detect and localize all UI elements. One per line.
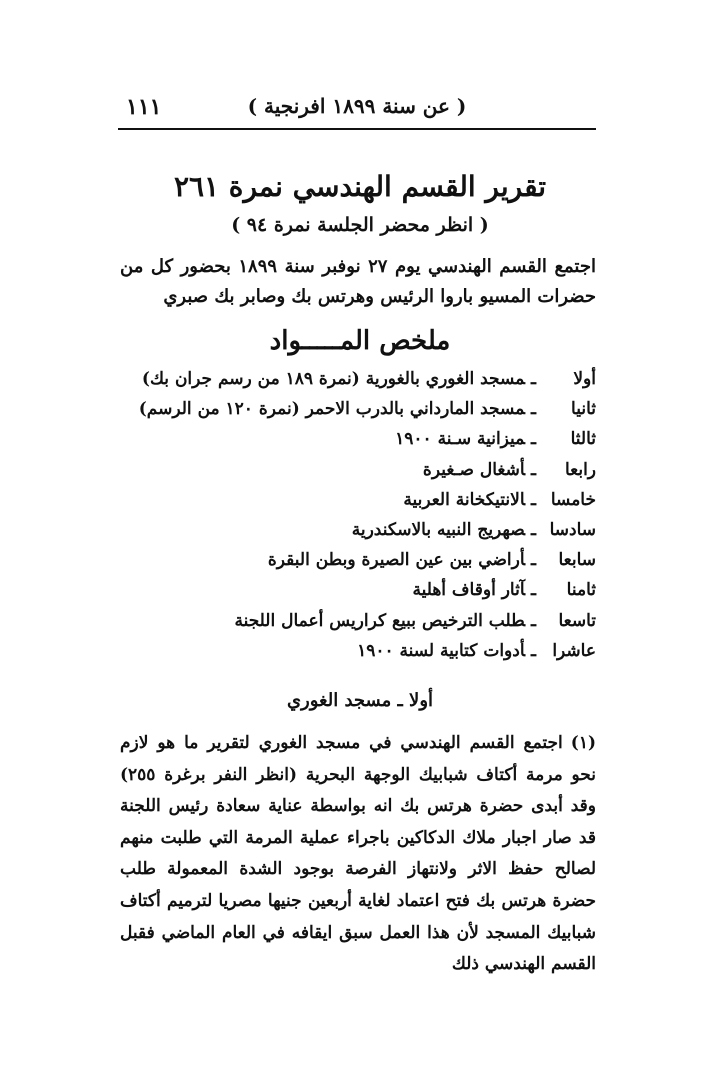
paragraph-number: (١)	[570, 733, 596, 753]
item-text: ميزانية سـنة ١٩٠٠	[395, 429, 526, 450]
item-text: طلب الترخيص ببيع كراريس أعمال اللجنة	[234, 610, 526, 631]
item-text: صهريج النبيه بالاسكندرية	[351, 519, 526, 540]
item-ordinal: تاسعا	[558, 610, 596, 631]
header-title: ( عن سنة ١٨٩٩ افرنجية )	[247, 94, 467, 118]
summary-item: سادساـصهريج النبيه بالاسكندرية	[116, 515, 596, 545]
section-heading: أولا ـ مسجد الغوري	[286, 690, 434, 711]
summary-item: ثامناـآثار أوقاف أهلية	[116, 575, 596, 605]
summary-item: تاسعاـطلب الترخيص ببيع كراريس أعمال اللجنة	[116, 606, 596, 636]
item-text: آثار أوقاف أهلية	[412, 580, 526, 601]
summary-list	[116, 364, 596, 666]
item-text: أشغال صـغيرة	[422, 459, 526, 480]
item-text: أراضي بين عين الصيرة وبطن البقرة	[267, 550, 526, 571]
item-ordinal: ثانيا	[571, 399, 596, 420]
summary-item: ثانياـمسجد المارداني بالدرب الاحمر (نمرة ١٢٠ من الرسم)	[116, 394, 596, 424]
paragraph-text: اجتمع القسم الهندسي في مسجد الغوري لتقرير ما هو لازم نحو مرمة أكتاف شبابيك الوجهة البحرية (انظر النفر برغرة ٢٥٥) وقد أبدى حضرة هرتس بك انه بواسطة عناية سعادة رئيس اللجنة قد صار اجبار ملاك الدكاكين باجراء عملية المرمة التي طلبت منهم لصالح حفظ الاثر ولانتهاز الفرصة بوجود الشدة المعمولة طلب حضرة هرتس بك فتح اعتماد لغاية أربعين جنيها مصريا لترميم أكتاف شبابيك المسجد لأن هذا العمل سبق ايقافه في العام الماضي فقبل القسم الهندسي ذلك	[120, 733, 596, 975]
item-ordinal: عاشرا	[552, 640, 596, 661]
intro-paragraph: اجتمع القسم الهندسي يوم ٢٧ نوفبر سنة ١٨٩٩ بحضور كل من حضرات المسيو باروا الرئيس وهرتس بك وصابر بك صبري	[120, 256, 596, 307]
summary-item: أولاـمسجد الغوري بالغورية (نمرة ١٨٩ من رسم جران بك)	[116, 364, 596, 394]
report-title: تقرير القسم الهندسي نمرة ٢٦١	[173, 170, 547, 203]
item-ordinal: أولا	[573, 369, 596, 389]
item-ordinal: سادسا	[549, 519, 596, 540]
summary-item: خامساـالانتيكخانة العربية	[116, 485, 596, 515]
section-body	[120, 728, 596, 981]
item-ordinal: ثامنا	[566, 580, 596, 601]
item-text: مسجد الغوري بالغورية (نمرة ١٨٩ من رسم جران بك)	[141, 369, 526, 389]
item-text: مسجد المارداني بالدرب الاحمر (نمرة ١٢٠ من الرسم)	[138, 399, 526, 420]
summary-heading: ملخص المـــــواد	[269, 326, 451, 356]
running-header	[118, 92, 596, 130]
summary-item: رابعاـأشغال صـغيرة	[116, 455, 596, 485]
item-ordinal: رابعا	[564, 459, 596, 480]
item-ordinal: ثالثا	[570, 429, 596, 450]
report-subtitle: ( انظر محضر الجلسة نمرة ٩٤ )	[231, 214, 489, 236]
item-ordinal: سابعا	[558, 550, 596, 571]
summary-item: عاشراـأدوات كتابية لسنة ١٩٠٠	[116, 636, 596, 666]
item-text: الانتيكخانة العربية	[403, 489, 526, 510]
page-number: ١١١	[126, 94, 162, 120]
item-text: أدوات كتابية لسنة ١٩٠٠	[357, 640, 526, 661]
item-ordinal: خامسا	[550, 489, 596, 510]
summary-item: سابعاـأراضي بين عين الصيرة وبطن البقرة	[116, 545, 596, 575]
summary-item: ثالثاـميزانية سـنة ١٩٠٠	[116, 424, 596, 454]
